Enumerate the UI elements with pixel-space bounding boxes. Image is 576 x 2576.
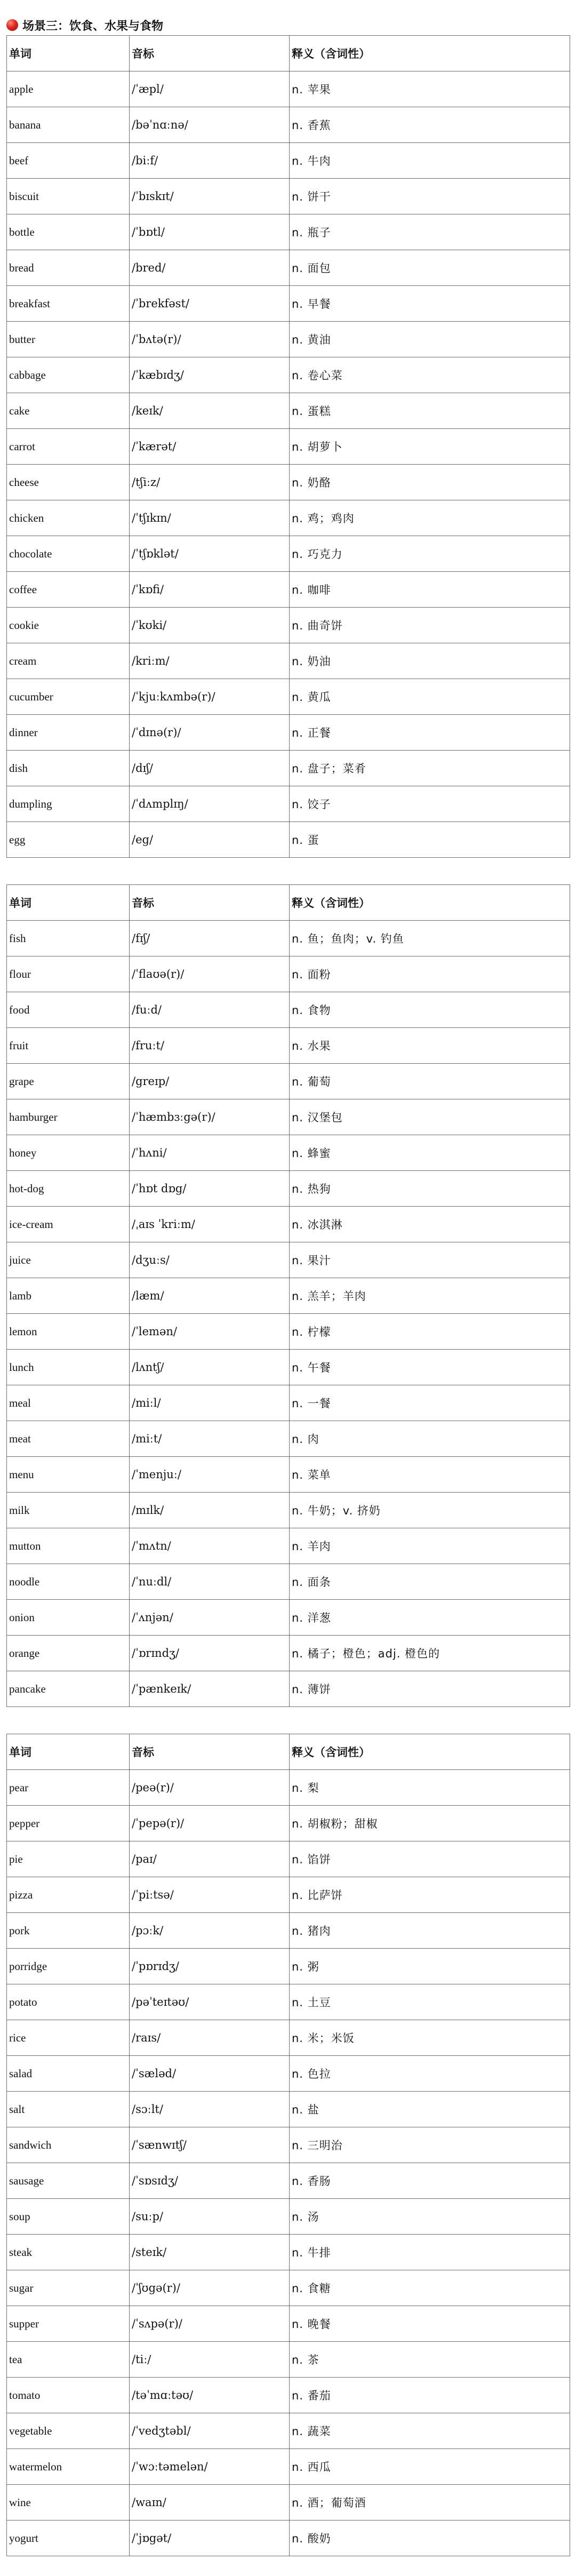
table-row — [7, 107, 570, 143]
ipa-cell: /læm/ — [130, 1278, 290, 1314]
word-cell: potato — [7, 1984, 130, 2020]
ipa-cell: /ˈʃʊgə(r)/ — [130, 2270, 290, 2306]
ipa-cell: /ˈsæləd/ — [130, 2056, 290, 2092]
word-cell: meal — [7, 1385, 130, 1421]
meaning-cell: n. 菜单 — [290, 1457, 570, 1493]
ipa-cell: /tiː/ — [130, 2342, 290, 2378]
table-header-row — [7, 885, 570, 921]
ipa-cell: /raɪs/ — [130, 2020, 290, 2056]
meaning-cell: n. 奶油 — [290, 643, 570, 679]
meaning-cell: n. 洋葱 — [290, 1600, 570, 1636]
table-row — [7, 1207, 570, 1242]
table-header-row — [7, 36, 570, 71]
header-meaning: 释义（含词性） — [290, 36, 570, 71]
ipa-cell: /ˈkʊki/ — [130, 608, 290, 643]
meaning-cell: n. 土豆 — [290, 1984, 570, 2020]
meaning-cell: n. 梨 — [290, 1770, 570, 1806]
ipa-cell: /fuːd/ — [130, 992, 290, 1028]
word-cell: lemon — [7, 1314, 130, 1350]
ipa-cell: /mɪlk/ — [130, 1493, 290, 1528]
ipa-cell: /ˈhɒt dɒg/ — [130, 1171, 290, 1207]
header-meaning: 释义（含词性） — [290, 885, 570, 921]
table-row — [7, 2449, 570, 2485]
table-row — [7, 1806, 570, 1841]
table-row — [7, 956, 570, 992]
ipa-cell: /ˈhʌni/ — [130, 1135, 290, 1171]
ipa-cell: /greɪp/ — [130, 1064, 290, 1099]
meaning-cell: n. 胡椒粉；甜椒 — [290, 1806, 570, 1841]
ipa-cell: /biːf/ — [130, 143, 290, 179]
meaning-cell: n. 香蕉 — [290, 107, 570, 143]
table-row — [7, 1671, 570, 1707]
header-ipa: 音标 — [130, 885, 290, 921]
ipa-cell: /ˈwɔːtəmelən/ — [130, 2449, 290, 2485]
meaning-cell: n. 橘子；橙色；adj. 橙色的 — [290, 1636, 570, 1671]
word-cell: porridge — [7, 1949, 130, 1984]
table-row — [7, 179, 570, 214]
word-cell: fish — [7, 921, 130, 956]
word-cell: dinner — [7, 715, 130, 751]
word-cell: supper — [7, 2306, 130, 2342]
ipa-cell: /ˈbɒtl/ — [130, 214, 290, 250]
meaning-cell: n. 冰淇淋 — [290, 1207, 570, 1242]
meaning-cell: n. 水果 — [290, 1028, 570, 1064]
meaning-cell: n. 鱼；鱼肉；v. 钓鱼 — [290, 921, 570, 956]
ipa-cell: /ˈpiːtsə/ — [130, 1877, 290, 1913]
word-cell: chocolate — [7, 536, 130, 572]
word-cell: pork — [7, 1913, 130, 1949]
table-row — [7, 357, 570, 393]
ipa-cell: /ˈbʌtə(r)/ — [130, 322, 290, 357]
ipa-cell: /ˈtʃɪkɪn/ — [130, 500, 290, 536]
ipa-cell: /ˈɒrɪndʒ/ — [130, 1636, 290, 1671]
ipa-cell: /ˈmenjuː/ — [130, 1457, 290, 1493]
word-cell: beef — [7, 143, 130, 179]
word-cell: dumpling — [7, 786, 130, 822]
meaning-cell: n. 牛奶；v. 挤奶 — [290, 1493, 570, 1528]
table-row — [7, 393, 570, 429]
word-cell: sugar — [7, 2270, 130, 2306]
header-ipa: 音标 — [130, 1734, 290, 1770]
word-cell: mutton — [7, 1528, 130, 1564]
meaning-cell: n. 巧克力 — [290, 536, 570, 572]
ipa-cell: /eg/ — [130, 822, 290, 858]
ipa-cell: /ˈkæbɪdʒ/ — [130, 357, 290, 393]
word-cell: food — [7, 992, 130, 1028]
meaning-cell: n. 色拉 — [290, 2056, 570, 2092]
meaning-cell: n. 汤 — [290, 2199, 570, 2235]
table-row — [7, 2020, 570, 2056]
ipa-cell: /ˈvedʒtəbl/ — [130, 2413, 290, 2449]
ipa-cell: /bred/ — [130, 250, 290, 286]
word-cell: fruit — [7, 1028, 130, 1064]
table-row — [7, 214, 570, 250]
meaning-cell: n. 葡萄 — [290, 1064, 570, 1099]
header-word: 单词 — [7, 36, 130, 71]
ipa-cell: /peə(r)/ — [130, 1770, 290, 1806]
meaning-cell: n. 奶酪 — [290, 465, 570, 500]
meaning-cell: n. 蔬菜 — [290, 2413, 570, 2449]
meaning-cell: n. 咖啡 — [290, 572, 570, 608]
table-row — [7, 2342, 570, 2378]
table-row — [7, 536, 570, 572]
meaning-cell: n. 卷心菜 — [290, 357, 570, 393]
word-cell: wine — [7, 2485, 130, 2521]
table-row — [7, 1028, 570, 1064]
table-row — [7, 2413, 570, 2449]
meaning-cell: n. 酸奶 — [290, 2521, 570, 2556]
word-cell: chicken — [7, 500, 130, 536]
table-row — [7, 2235, 570, 2270]
ipa-cell: /ˈsʌpə(r)/ — [130, 2306, 290, 2342]
word-cell: lamb — [7, 1278, 130, 1314]
table-row — [7, 1493, 570, 1528]
ipa-cell: /waɪn/ — [130, 2485, 290, 2521]
table-row — [7, 1385, 570, 1421]
word-cell: apple — [7, 71, 130, 107]
word-cell: orange — [7, 1636, 130, 1671]
table-row — [7, 1770, 570, 1806]
word-cell: meat — [7, 1421, 130, 1457]
ipa-cell: /bəˈnɑːnə/ — [130, 107, 290, 143]
meaning-cell: n. 热狗 — [290, 1171, 570, 1207]
ipa-cell: /ˈbrekfəst/ — [130, 286, 290, 322]
table-row — [7, 322, 570, 357]
table-row — [7, 992, 570, 1028]
table-row — [7, 143, 570, 179]
word-cell: dish — [7, 751, 130, 786]
meaning-cell: n. 饼干 — [290, 179, 570, 214]
meaning-cell: n. 饺子 — [290, 786, 570, 822]
table-row — [7, 2056, 570, 2092]
ipa-cell: /ˈpɒrɪdʒ/ — [130, 1949, 290, 1984]
meaning-cell: n. 西瓜 — [290, 2449, 570, 2485]
meaning-cell: n. 蛋 — [290, 822, 570, 858]
ipa-cell: /lʌntʃ/ — [130, 1350, 290, 1385]
table-row — [7, 429, 570, 465]
ipa-cell: /paɪ/ — [130, 1841, 290, 1877]
meaning-cell: n. 晚餐 — [290, 2306, 570, 2342]
ipa-cell: /ˈpænkeɪk/ — [130, 1671, 290, 1707]
header-word: 单词 — [7, 885, 130, 921]
meaning-cell: n. 面粉 — [290, 956, 570, 992]
ipa-cell: /ˈæpl/ — [130, 71, 290, 107]
table-row — [7, 643, 570, 679]
table-row — [7, 715, 570, 751]
word-cell: egg — [7, 822, 130, 858]
table-row — [7, 608, 570, 643]
word-cell: sausage — [7, 2163, 130, 2199]
meaning-cell: n. 三明治 — [290, 2127, 570, 2163]
meaning-cell: n. 食糖 — [290, 2270, 570, 2306]
word-cell: milk — [7, 1493, 130, 1528]
table-row — [7, 1564, 570, 1600]
table-row — [7, 1099, 570, 1135]
ipa-cell: /sɔːlt/ — [130, 2092, 290, 2127]
ipa-cell: /ˌaɪs ˈkriːm/ — [130, 1207, 290, 1242]
meaning-cell: n. 薄饼 — [290, 1671, 570, 1707]
ipa-cell: /pəˈteɪtəʊ/ — [130, 1984, 290, 2020]
meaning-cell: n. 蜂蜜 — [290, 1135, 570, 1171]
table-row — [7, 286, 570, 322]
ipa-cell: /dɪʃ/ — [130, 751, 290, 786]
section-title-text: 场景三：饮食、水果与食物 — [22, 19, 164, 33]
table-row — [7, 2378, 570, 2413]
meaning-cell: n. 苹果 — [290, 71, 570, 107]
table-row — [7, 1064, 570, 1099]
table-row — [7, 2521, 570, 2556]
word-cell: biscuit — [7, 179, 130, 214]
table-row — [7, 1171, 570, 1207]
word-cell: watermelon — [7, 2449, 130, 2485]
meaning-cell: n. 香肠 — [290, 2163, 570, 2199]
header-ipa: 音标 — [130, 36, 290, 71]
table-row — [7, 2163, 570, 2199]
word-cell: grape — [7, 1064, 130, 1099]
section-title — [6, 16, 163, 34]
ipa-cell: /ˈkjuːkʌmbə(r)/ — [130, 679, 290, 715]
word-cell: hot-dog — [7, 1171, 130, 1207]
meaning-cell: n. 鸡；鸡肉 — [290, 500, 570, 536]
meaning-cell: n. 正餐 — [290, 715, 570, 751]
ipa-cell: /fruːt/ — [130, 1028, 290, 1064]
table-row — [7, 1984, 570, 2020]
ipa-cell: /steɪk/ — [130, 2235, 290, 2270]
meaning-cell: n. 汉堡包 — [290, 1099, 570, 1135]
word-cell: pear — [7, 1770, 130, 1806]
ipa-cell: /ˈsænwɪtʃ/ — [130, 2127, 290, 2163]
meaning-cell: n. 黄瓜 — [290, 679, 570, 715]
table-row — [7, 572, 570, 608]
ipa-cell: /ˈpepə(r)/ — [130, 1806, 290, 1841]
word-cell: pie — [7, 1841, 130, 1877]
word-cell: sandwich — [7, 2127, 130, 2163]
table-row — [7, 1841, 570, 1877]
table-row — [7, 822, 570, 858]
table-row — [7, 2092, 570, 2127]
word-cell: breakfast — [7, 286, 130, 322]
word-cell: pancake — [7, 1671, 130, 1707]
word-cell: rice — [7, 2020, 130, 2056]
table-row — [7, 1242, 570, 1278]
word-cell: coffee — [7, 572, 130, 608]
meaning-cell: n. 米；米饭 — [290, 2020, 570, 2056]
table-row — [7, 1600, 570, 1636]
table-row — [7, 1877, 570, 1913]
word-cell: pizza — [7, 1877, 130, 1913]
word-cell: cream — [7, 643, 130, 679]
vocab-table-3 — [6, 1734, 570, 2556]
word-cell: banana — [7, 107, 130, 143]
ipa-cell: /fɪʃ/ — [130, 921, 290, 956]
table-row — [7, 786, 570, 822]
word-cell: cabbage — [7, 357, 130, 393]
word-cell: flour — [7, 956, 130, 992]
table-row — [7, 1528, 570, 1564]
ipa-cell: /miːl/ — [130, 1385, 290, 1421]
header-word: 单词 — [7, 1734, 130, 1770]
ipa-cell: /tʃiːz/ — [130, 465, 290, 500]
header-meaning: 释义（含词性） — [290, 1734, 570, 1770]
word-cell: pepper — [7, 1806, 130, 1841]
word-cell: vegetable — [7, 2413, 130, 2449]
table-row — [7, 1350, 570, 1385]
word-cell: honey — [7, 1135, 130, 1171]
table-row — [7, 2306, 570, 2342]
word-cell: ice-cream — [7, 1207, 130, 1242]
ipa-cell: /ˈsɒsɪdʒ/ — [130, 2163, 290, 2199]
ipa-cell: /ˈhæmbɜːgə(r)/ — [130, 1099, 290, 1135]
table-row — [7, 1135, 570, 1171]
word-cell: tomato — [7, 2378, 130, 2413]
ipa-cell: /suːp/ — [130, 2199, 290, 2235]
word-cell: butter — [7, 322, 130, 357]
word-cell: carrot — [7, 429, 130, 465]
meaning-cell: n. 猪肉 — [290, 1913, 570, 1949]
table-row — [7, 1636, 570, 1671]
table-row — [7, 679, 570, 715]
table-row — [7, 1278, 570, 1314]
ipa-cell: /ˈmʌtn/ — [130, 1528, 290, 1564]
meaning-cell: n. 牛肉 — [290, 143, 570, 179]
ipa-cell: /ˈkɒfi/ — [130, 572, 290, 608]
word-cell: salt — [7, 2092, 130, 2127]
ipa-cell: /ˈnuːdl/ — [130, 1564, 290, 1600]
ipa-cell: /təˈmɑːtəʊ/ — [130, 2378, 290, 2413]
meaning-cell: n. 曲奇饼 — [290, 608, 570, 643]
meaning-cell: n. 馅饼 — [290, 1841, 570, 1877]
ipa-cell: /ˈbɪskɪt/ — [130, 179, 290, 214]
table-row — [7, 921, 570, 956]
word-cell: cheese — [7, 465, 130, 500]
meaning-cell: n. 肉 — [290, 1421, 570, 1457]
meaning-cell: n. 蛋糕 — [290, 393, 570, 429]
word-cell: juice — [7, 1242, 130, 1278]
word-cell: salad — [7, 2056, 130, 2092]
word-cell: onion — [7, 1600, 130, 1636]
meaning-cell: n. 柠檬 — [290, 1314, 570, 1350]
table-row — [7, 2199, 570, 2235]
ipa-cell: /ˈflaʊə(r)/ — [130, 956, 290, 992]
table-row — [7, 71, 570, 107]
meaning-cell: n. 面条 — [290, 1564, 570, 1600]
word-cell: lunch — [7, 1350, 130, 1385]
word-cell: cookie — [7, 608, 130, 643]
word-cell: bread — [7, 250, 130, 286]
word-cell: yogurt — [7, 2521, 130, 2556]
meaning-cell: n. 番茄 — [290, 2378, 570, 2413]
meaning-cell: n. 羊肉 — [290, 1528, 570, 1564]
meaning-cell: n. 盐 — [290, 2092, 570, 2127]
ipa-cell: /ˈʌnjən/ — [130, 1600, 290, 1636]
meaning-cell: n. 盘子；菜肴 — [290, 751, 570, 786]
table-row — [7, 1949, 570, 1984]
meaning-cell: n. 午餐 — [290, 1350, 570, 1385]
word-cell: menu — [7, 1457, 130, 1493]
meaning-cell: n. 一餐 — [290, 1385, 570, 1421]
meaning-cell: n. 比萨饼 — [290, 1877, 570, 1913]
ipa-cell: /kriːm/ — [130, 643, 290, 679]
meaning-cell: n. 茶 — [290, 2342, 570, 2378]
word-cell: bottle — [7, 214, 130, 250]
table-row — [7, 1421, 570, 1457]
table-row — [7, 2485, 570, 2521]
meaning-cell: n. 羔羊；羊肉 — [290, 1278, 570, 1314]
ipa-cell: /ˈlemən/ — [130, 1314, 290, 1350]
ipa-cell: /ˈtʃɒklət/ — [130, 536, 290, 572]
word-cell: cake — [7, 393, 130, 429]
table-row — [7, 2270, 570, 2306]
meaning-cell: n. 果汁 — [290, 1242, 570, 1278]
meaning-cell: n. 牛排 — [290, 2235, 570, 2270]
ipa-cell: /dʒuːs/ — [130, 1242, 290, 1278]
table-row — [7, 465, 570, 500]
ipa-cell: /miːt/ — [130, 1421, 290, 1457]
meaning-cell: n. 胡萝卜 — [290, 429, 570, 465]
ipa-cell: /ˈjɒgət/ — [130, 2521, 290, 2556]
table-row — [7, 250, 570, 286]
meaning-cell: n. 早餐 — [290, 286, 570, 322]
word-cell: noodle — [7, 1564, 130, 1600]
meaning-cell: n. 瓶子 — [290, 214, 570, 250]
vocab-table-2 — [6, 884, 570, 1707]
meaning-cell: n. 食物 — [290, 992, 570, 1028]
ipa-cell: /ˈdʌmplɪŋ/ — [130, 786, 290, 822]
meaning-cell: n. 面包 — [290, 250, 570, 286]
meaning-cell: n. 粥 — [290, 1949, 570, 1984]
ipa-cell: /pɔːk/ — [130, 1913, 290, 1949]
ipa-cell: /ˈdɪnə(r)/ — [130, 715, 290, 751]
table-row — [7, 1913, 570, 1949]
table-row — [7, 1314, 570, 1350]
table-row — [7, 1457, 570, 1493]
ipa-cell: /ˈkærət/ — [130, 429, 290, 465]
meaning-cell: n. 黄油 — [290, 322, 570, 357]
table-row — [7, 500, 570, 536]
table-row — [7, 751, 570, 786]
table-header-row — [7, 1734, 570, 1770]
ipa-cell: /keɪk/ — [130, 393, 290, 429]
vocab-table-1 — [6, 35, 570, 858]
word-cell: hamburger — [7, 1099, 130, 1135]
table-row — [7, 2127, 570, 2163]
word-cell: steak — [7, 2235, 130, 2270]
word-cell: soup — [7, 2199, 130, 2235]
word-cell: tea — [7, 2342, 130, 2378]
meaning-cell: n. 酒；葡萄酒 — [290, 2485, 570, 2521]
red-ball-icon — [6, 19, 18, 31]
word-cell: cucumber — [7, 679, 130, 715]
